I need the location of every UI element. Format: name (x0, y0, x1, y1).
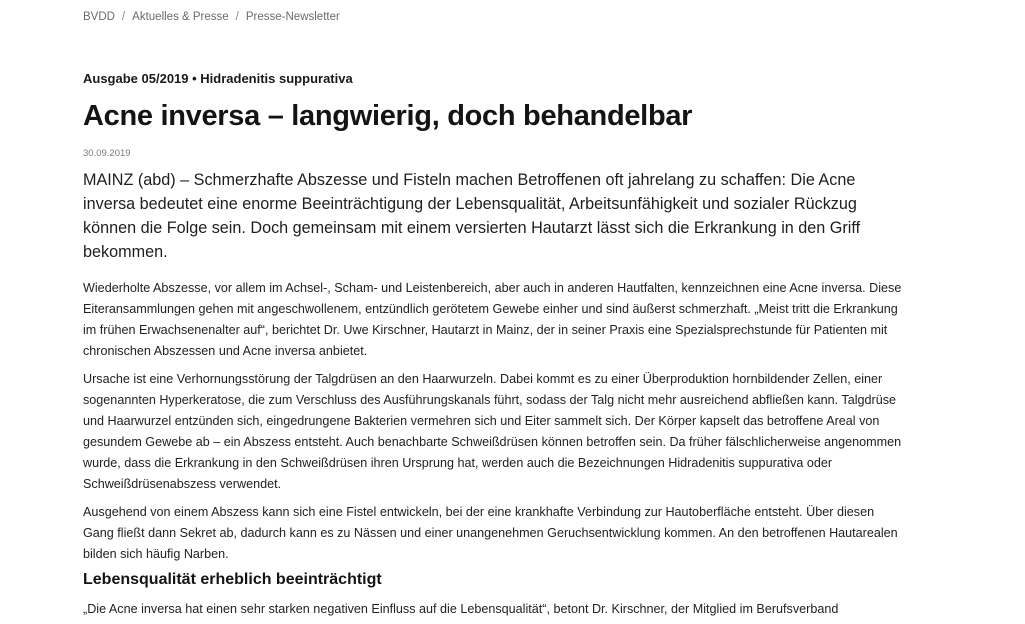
article-lead: MAINZ (abd) – Schmerzhafte Abszesse und Fisteln machen Betroffenen oft jahrelang zu schaffen: Die Acne inversa bedeutet eine enorme Beeinträchtigung der Lebensqualität, Arbeitsunfähigkeit und sozialer Rückzug können die Folge sein. Doch gemeinsam mit einem versierten Hautarzt lässt sich die Erkrankung in den Griff bekommen. (83, 171, 861, 261)
article (83, 70, 908, 620)
breadcrumb-separator: / (235, 11, 239, 23)
article-subheading: Lebensqualität erheblich beeinträchtigt (83, 571, 382, 588)
breadcrumb-current-presse-newsletter: Presse-Newsletter (245, 11, 340, 23)
article-paragraph: Ursache ist eine Verhornungsstörung der Talgdrüsen an den Haarwurzeln. Dabei kommt es zu einer Überproduktion hornbildender Zellen, einer sogenannten Hyperkeratose, die zum Verschluss des Ausführungskanals führt, sodass der Talg nicht mehr ausreichend abfließen kann. Talgdrüse und Haarwurzel entzünden sich, eingedrungene Bakterien vermehren sich und Eiter sammelt sich. Der Körper kapselt das betroffene Areal von gesundem Gewebe ab – ein Abszess entsteht. Auch benachbarte Schweißdrüsen können betroffen sein. Da früher fälschlicherweise angenommen wurde, dass die Erkrankung in den Schweißdrüsen ihren Ursprung hat, werden auch die Bezeichnungen Hidradenitis suppurativa oder Schweißdrüsenabszess verwendet. (83, 372, 902, 491)
article-kicker: Ausgabe 05/2019 • Hidradenitis suppurativa (83, 71, 353, 86)
article-paragraph: Ausgehend von einem Abszess kann sich eine Fistel entwickeln, bei der eine krankhafte Verbindung zur Hautoberfläche entsteht. Über diesen Gang fließt dann Sekret ab, dadurch kann es zu Nässen und einer unangenehmen Geruchsentwicklung kommen. An den betroffenen Hautarealen bilden sich häufig Narben. (83, 505, 898, 561)
breadcrumb-separator: / (121, 11, 126, 23)
article-body (83, 278, 908, 620)
breadcrumb-link-aktuelles-presse[interactable]: Aktuelles & Presse (132, 11, 229, 23)
article-date: 30.09.2019 (83, 148, 131, 159)
breadcrumb-link-bvdd[interactable]: BVDD (83, 11, 115, 23)
article-paragraph: Wiederholte Abszesse, vor allem im Achsel-, Scham- und Leistenbereich, aber auch in anderen Hautfalten, kennzeichnen eine Acne inversa. Diese Eiteransammlungen gehen mit angeschwollenem, entzündlich gerötetem Gewebe einher und sind äußerst schmerzhaft. „Meist tritt die Erkrankung im frühen Erwachsenenalter auf“, berichtet Dr. Uwe Kirschner, Hautarzt in Mainz, der in seiner Praxis eine Spezialsprechstunde für Patienten mit chronischen Abszessen und Acne inversa anbietet. (83, 281, 902, 358)
breadcrumb (83, 11, 340, 23)
article-title: Acne inversa – langwierig, doch behandelbar (83, 100, 693, 132)
article-paragraph: „Die Acne inversa hat einen sehr starken negativen Einfluss auf die Lebensqualität“, betont Dr. Kirschner, der Mitglied im Berufsverband (83, 602, 839, 616)
